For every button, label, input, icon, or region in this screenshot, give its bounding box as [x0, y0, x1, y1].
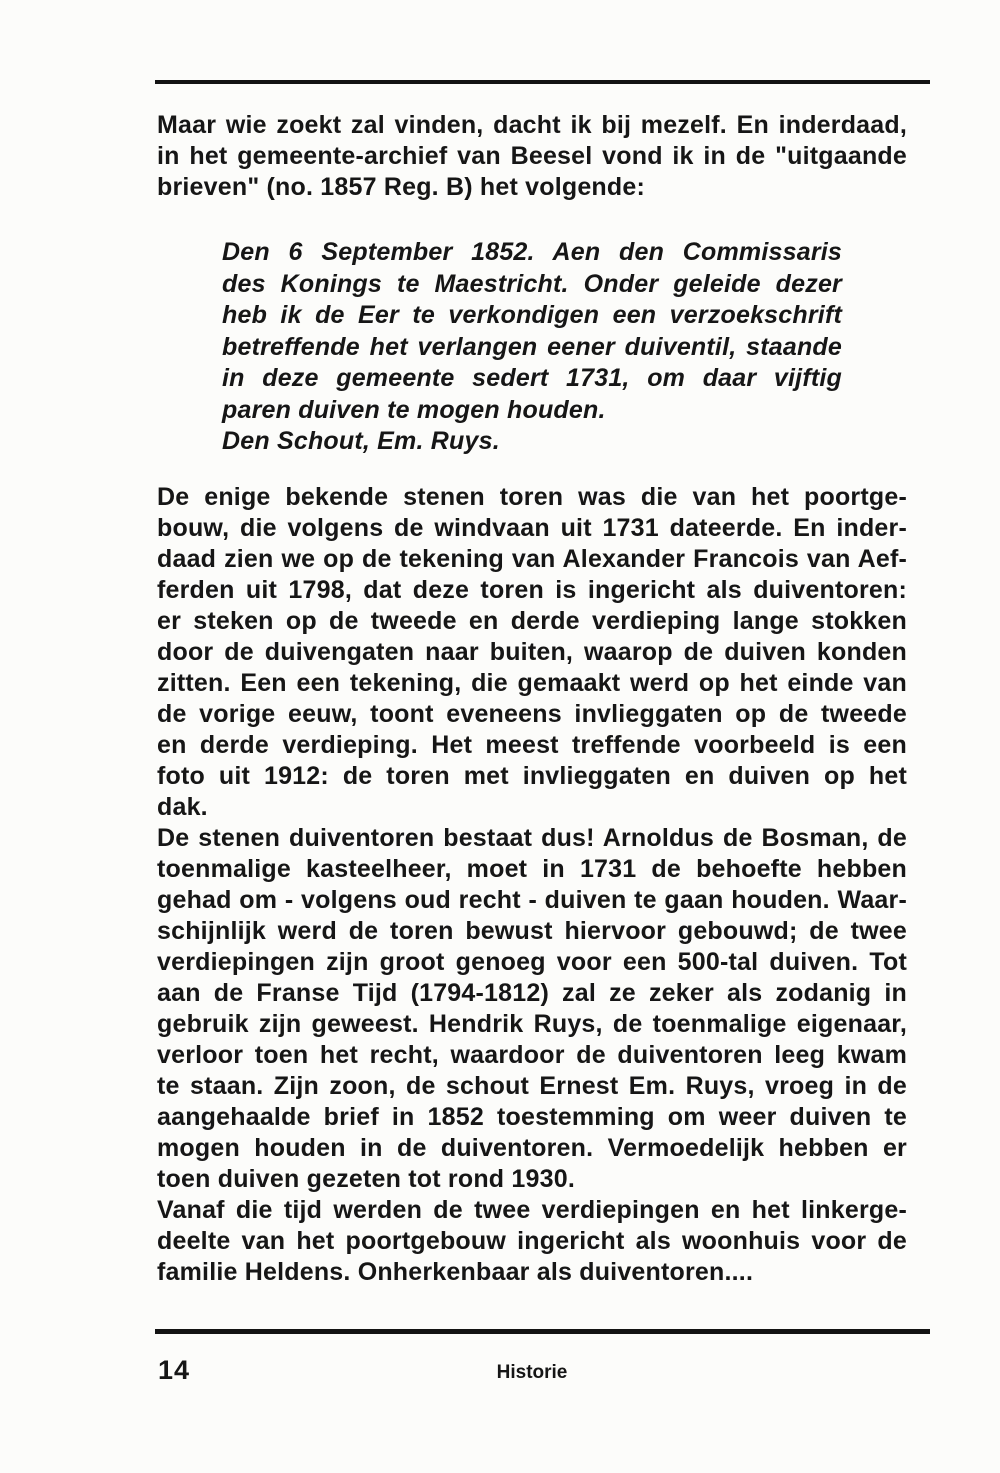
text-line: daad zien we op de tekening van Alexander Francois van Aef- [157, 545, 907, 573]
running-footer-section-label: Historie [496, 1362, 568, 1383]
text-line: paren duiven te mogen houden. [222, 395, 606, 424]
text-line: Den Schout, Em. Ruys. [222, 427, 500, 455]
text-line: De stenen duiventoren bestaat dus! Arnoldus de Bosman, de [157, 824, 907, 852]
text-line: Den 6 September 1852. Aen den Commissaris [222, 238, 842, 266]
text-line: verdiepingen zijn groot genoeg voor een 500-tal duiven. Tot [157, 948, 907, 976]
text-line: door de duivengaten naar buiten, waarop de duiven konden [157, 638, 907, 666]
text-line: bouw, die volgens de windvaan uit 1731 dateerde. En inder- [157, 514, 907, 542]
text-line: in deze gemeente sedert 1731, om daar vijftig [222, 364, 842, 392]
text-line: familie Heldens. Onherkenbaar als duiventoren.... [157, 1258, 754, 1286]
intro-paragraph [157, 110, 907, 203]
text-line: er steken op de tweede en derde verdieping lange stokken [157, 607, 907, 635]
text-line: Maar wie zoekt zal vinden, dacht ik bij mezelf. En inderdaad, [157, 111, 907, 139]
top-divider [155, 80, 930, 84]
text-line: mogen houden in de duiventoren. Vermoedelijk hebben er [157, 1134, 907, 1162]
text-line: verloor toen het recht, waardoor de duiventoren leeg kwam [157, 1041, 907, 1069]
text-line: schijnlijk werd de toren bewust hiervoor gebouwd; de twee [157, 917, 907, 945]
text-line: Vanaf die tijd werden de twee verdiepingen en het linkerge- [157, 1196, 907, 1224]
text-line: foto uit 1912: de toren met invlieggaten en duiven op het [157, 762, 907, 790]
text-line: de vorige eeuw, toont eveneens invlieggaten op de tweede [157, 700, 907, 728]
text-line: De enige bekende stenen toren was die van het poortge- [157, 483, 907, 511]
text-line: deelte van het poortgebouw ingericht als woonhuis voor de [157, 1227, 907, 1255]
text-line: dak. [157, 793, 208, 821]
text-line: in het gemeente-archief van Beesel vond ik in de "uitgaande [157, 142, 907, 170]
text-line: aan de Franse Tijd (1794-1812) zal ze zeker als zodanig in [157, 979, 907, 1007]
text-line: te staan. Zijn zoon, de schout Ernest Em. Ruys, vroeg in de [157, 1072, 907, 1100]
letter-quotation [222, 237, 842, 458]
text-line: gebruik zijn geweest. Hendrik Ruys, de toenmalige eigenaar, [157, 1010, 907, 1038]
text-line: aangehaalde brief in 1852 toestemming om weer duiven te [157, 1103, 907, 1131]
page-number: 14 [158, 1355, 191, 1385]
text-line: brieven" (no. 1857 Reg. B) het volgende: [157, 173, 646, 201]
bottom-divider [155, 1329, 930, 1334]
text-line: zitten. Een een tekening, die gemaakt werd op het einde van [157, 669, 907, 697]
text-line: heb ik de Eer te verkondigen een verzoekschrift [222, 301, 842, 329]
text-line: gehad om - volgens oud recht - duiven te gaan houden. Waar- [157, 886, 907, 914]
text-line: ferden uit 1798, dat deze toren is ingericht als duiventoren: [157, 576, 907, 604]
text-line: betreffende het verlangen eener duiventil, staande [222, 332, 842, 361]
text-line: toen duiven gezeten tot rond 1930. [157, 1165, 575, 1193]
text-line: en derde verdieping. Het meest treffende voorbeeld is een [157, 731, 907, 759]
body-text [157, 482, 907, 1288]
text-line: des Konings te Maestricht. Onder geleide dezer [222, 269, 842, 298]
text-line: toenmalige kasteelheer, moet in 1731 de behoefte hebben [157, 855, 907, 883]
